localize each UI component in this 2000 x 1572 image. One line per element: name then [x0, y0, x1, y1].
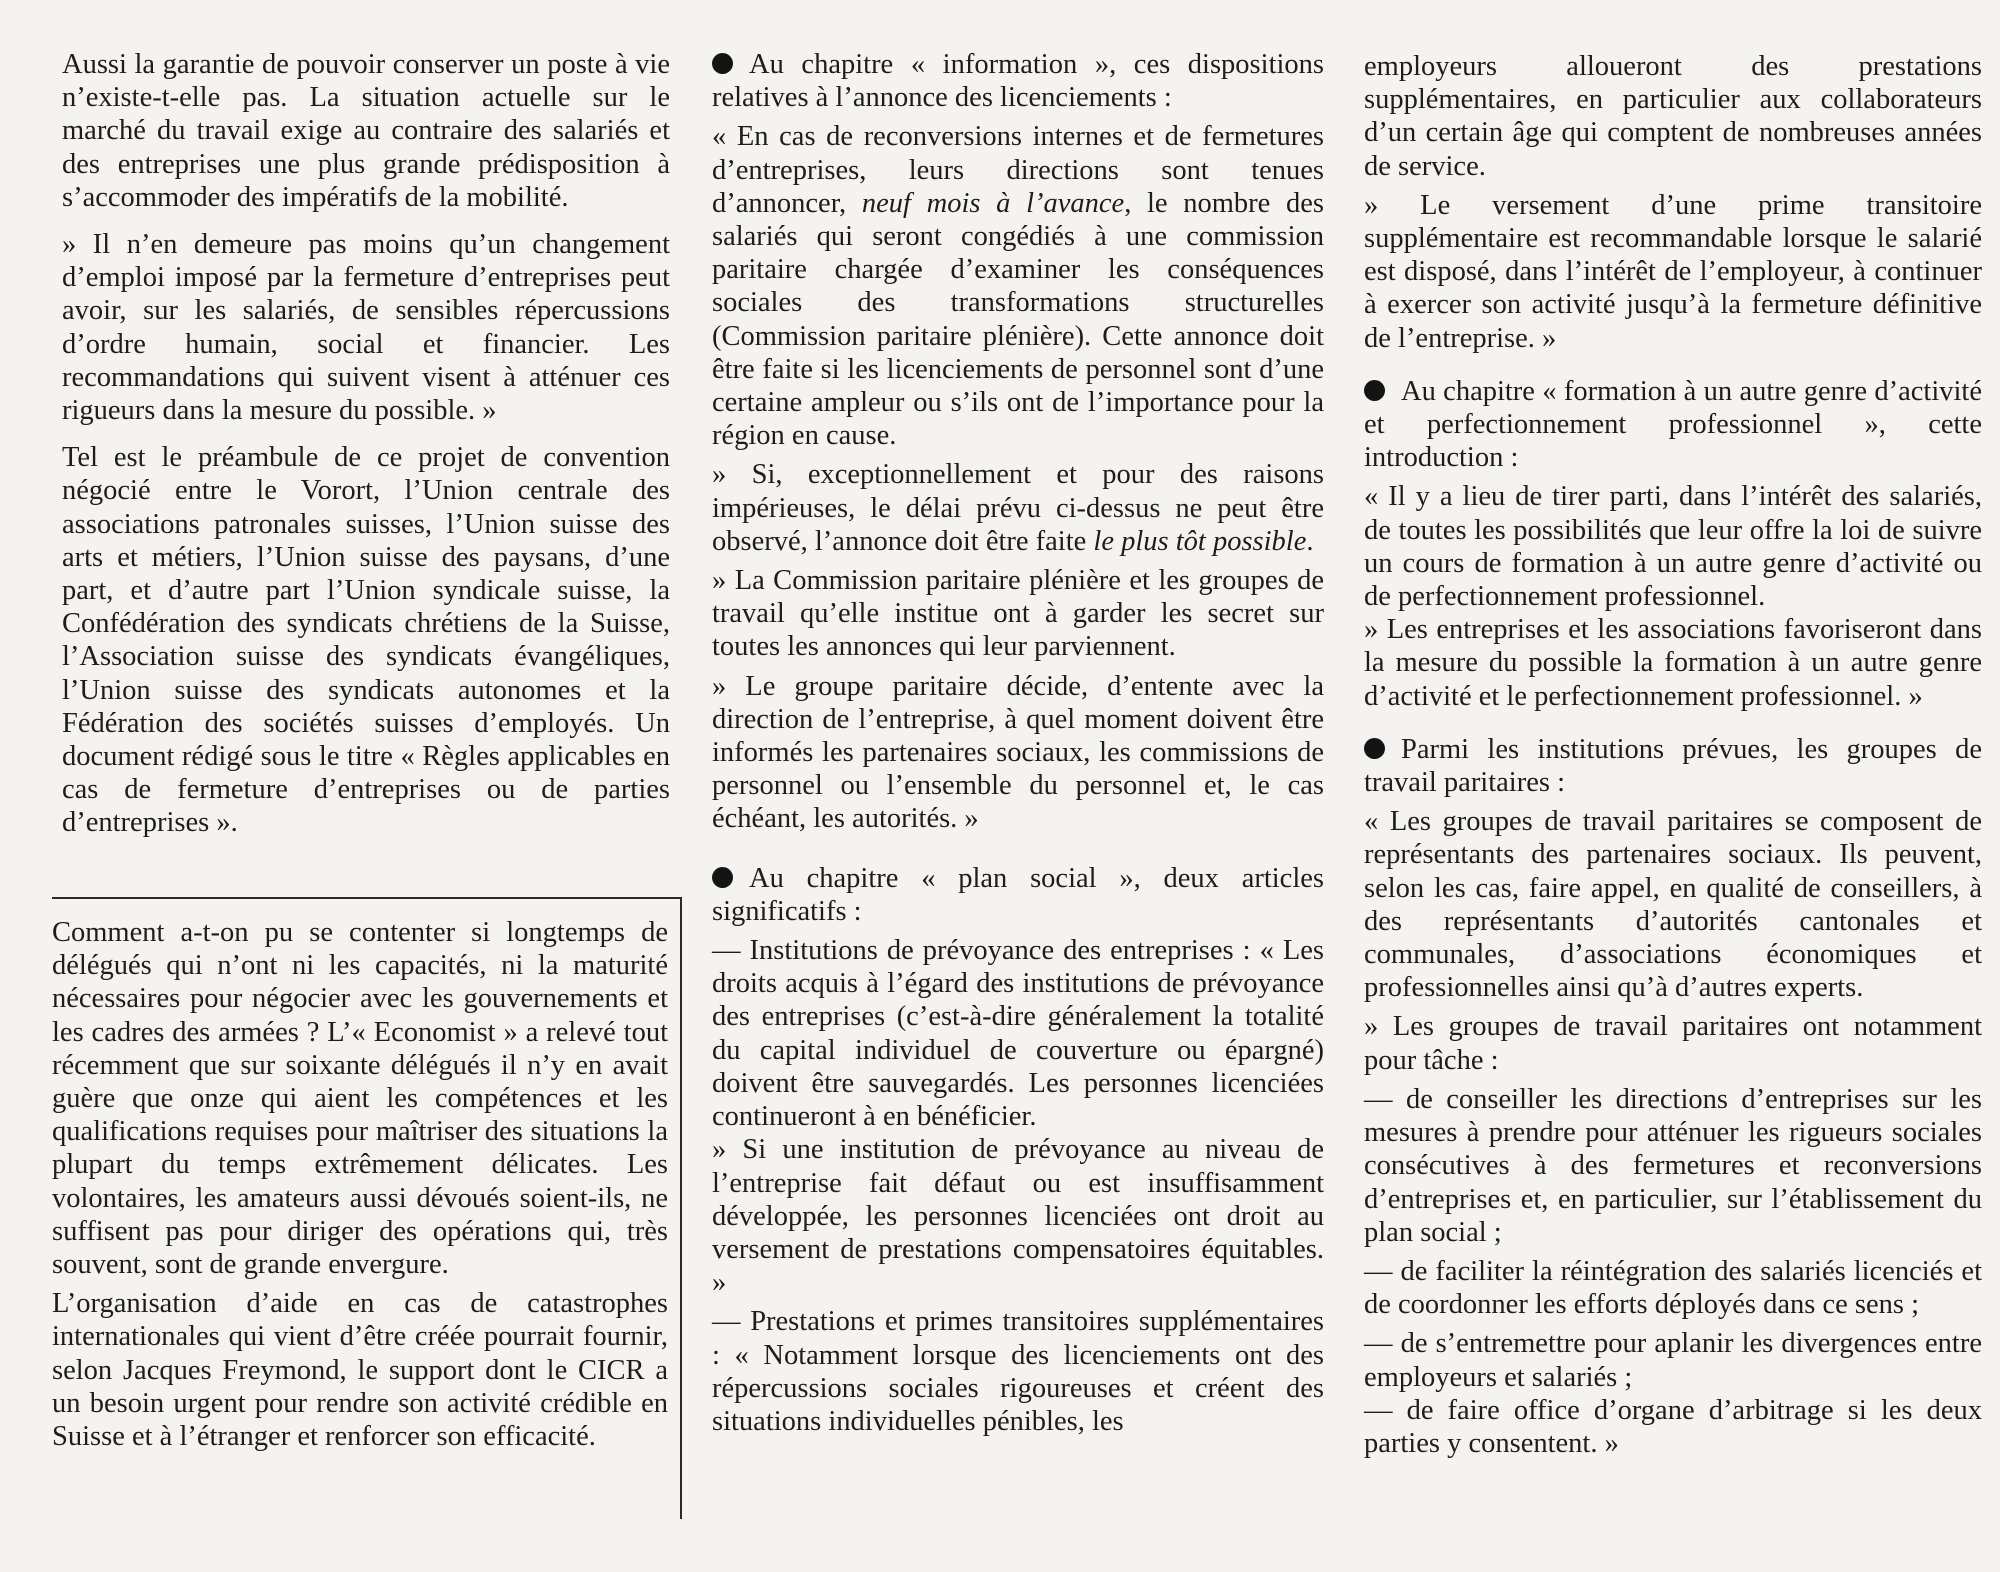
paragraph: — Prestations et primes transitoires supplémentaires : « Notamment lorsque des licenciements ont des répercussions sociales rigoureuses et créent des situations individuelles pénibles, les [712, 1306, 1324, 1437]
paragraph: — Institutions de prévoyance des entreprises : « Les droits acquis à l’égard des institutions de prévoyance des entreprises (c’est-à-dire généralement la totalité du capital individuel de couverture ou épargné) doivent être sauvegardés. Les personnes licenciées continueront à en bénéficier. [712, 935, 1324, 1133]
paragraph: — de s’entremettre pour aplanir les divergences entre employeurs et salariés ; [1364, 1328, 1982, 1393]
column-middle [712, 48, 1324, 1444]
paragraph: employeurs alloueront des prestations supplémentaires, en particulier aux collaborateurs d’un certain âge qui comptent de nombreuses années de service. [1364, 51, 1982, 182]
text-run: » Si, exceptionnellement et pour des raisons impérieuses, le délai prévu ci-dessus ne peut être observé, l’annonce doit être faite [712, 459, 1324, 557]
bullet-icon [712, 53, 733, 74]
text-run: , le nombre des salariés qui seront congédiés à une commission paritaire chargée d’examiner les conséquences sociales des transformations structurelles (Commission paritaire plénière). Cette annonce doit être faite si les licenciements de personnel sont d’une certaine ampleur ou s’ils ont de l’importance pour la région en cause. [712, 187, 1324, 452]
emphasis-text: neuf mois à l’avance [861, 187, 1125, 219]
paragraph: » La Commission paritaire plénière et les groupes de travail qu’elle institue ont à garder les secret sur toutes les annonces qui leur parviennent. [712, 565, 1324, 663]
paragraph: « Les groupes de travail paritaires se composent de représentants des partenaires sociaux. Ils peuvent, selon les cas, faire appel, en qualité de conseillers, à des représentants d’autorités cantonales et communales, d’associations économiques et professionnelles ainsi qu’à d’autres experts. [1364, 806, 1982, 1004]
paragraph: » Le groupe paritaire décide, d’entente avec la direction de l’entreprise, à quel moment doivent être informés les partenaires sociaux, les commissions de personnel ou l’ensemble du personnel et, le cas échéant, les autorités. » [712, 670, 1324, 835]
bullet-icon [1364, 738, 1385, 759]
paragraph: — de faciliter la réintégration des salariés licenciés et de coordonner les efforts déployés dans ce sens ; [1364, 1255, 1982, 1321]
boxed-article [52, 916, 668, 1459]
paragraph: » Si une institution de prévoyance au niveau de l’entreprise fait défaut ou est insuffisamment développée, les personnes licenciées ont droit au versement de prestations compensatoires équitables. » [712, 1134, 1324, 1299]
bullet-icon [1364, 380, 1385, 401]
paragraph [712, 458, 1324, 558]
column-left [62, 48, 670, 854]
bullet-heading-text: Au chapitre « formation à un autre genre d’activité et perfectionnement professionnel », cette introduction : [1364, 375, 1982, 474]
bullet-heading-text: Au chapitre « plan social », deux articles significatifs : [712, 862, 1324, 927]
bullet-heading-text: Au chapitre « information », ces dispositions relatives à l’annonce des licenciements : [712, 49, 1324, 114]
paragraph: « Il y a lieu de tirer parti, dans l’intérêt des salariés, de toutes les possibilités que leur offre la loi de suivre un cours de formation à un autre genre d’activité ou de perfectionnement professionnel. [1364, 481, 1982, 613]
paragraph: » Il n’en demeure pas moins qu’un changement d’emploi imposé par la fermeture d’entreprises peut avoir, sur les salariés, de sensibles répercussions d’ordre humain, social et financier. Les recommandations qui suivent visent à atténuer ces rigueurs dans la mesure du possible. » [62, 229, 670, 427]
emphasis-text: le plus tôt possible [1093, 525, 1307, 557]
text-run: . [1306, 525, 1314, 557]
column-right [1364, 50, 1982, 1466]
bullet-heading-text: Parmi les institutions prévues, les groupes de travail paritaires : [1364, 733, 1982, 799]
bullet-heading [712, 48, 1324, 114]
paragraph: Tel est le préambule de ce projet de convention négocié entre le Vorort, l’Union centrale des associations patronales suisses, l’Union suisse des arts et métiers, l’Union suisse des paysans, d’une part, et d’autre part l’Union syndicale suisse, la Confédération des syndicats chrétiens de la Suisse, l’Association suisse des syndicats évangéliques, l’Union suisse des syndicats autonomes et la Fédération des sociétés suisses d’employés. Un document rédigé sous le titre « Règles applicables en cas de fermeture d’entreprises ou de parties d’entreprises ». [62, 442, 670, 839]
paragraph [712, 120, 1324, 452]
paragraph: L’organisation d’aide en cas de catastrophes internationales qui vient d’être créée pourrait fournir, selon Jacques Freymond, le support dont le CICR a un besoin urgent pour rendre son activité crédible en Suisse et à l’étranger et renforcer son efficacité. [52, 1288, 668, 1453]
bullet-heading [1364, 733, 1982, 799]
paragraph: » Le versement d’une prime transitoire supplémentaire est recommandable lorsque le salarié est disposé, dans l’intérêt de l’employeur, à continuer à exercer son activité jusqu’à la fermeture définitive de l’entreprise. » [1364, 189, 1982, 354]
bullet-heading [1364, 375, 1982, 475]
paragraph: — de faire office d’organe d’arbitrage si les deux parties y consentent. » [1364, 1394, 1982, 1459]
paragraph: » Les groupes de travail paritaires ont notamment pour tâche : [1364, 1011, 1982, 1076]
paragraph: Aussi la garantie de pouvoir conserver un poste à vie n’existe-t-elle pas. La situation actuelle sur le marché du travail exige au contraire des salariés et des entreprises une plus grande prédisposition à s’accommoder des impératifs de la mobilité. [62, 49, 670, 213]
bullet-heading [712, 862, 1324, 928]
text-run: « En cas de reconversions internes et de fermetures d’entreprises, leurs directions sont tenues d’annoncer, [712, 121, 1324, 219]
paragraph: — de conseiller les directions d’entreprises sur les mesures à prendre pour atténuer les rigueurs sociales consécutives à des fermetures et reconversions d’entreprises et, en particulier, sur l’établissement du plan social ; [1364, 1083, 1982, 1248]
bullet-icon [712, 867, 733, 888]
paragraph: » Les entreprises et les associations favoriseront dans la mesure du possible la formation à un autre genre d’activité et le perfectionnement professionnel. » [1364, 614, 1982, 712]
paragraph: Comment a-t-on pu se contenter si longtemps de délégués qui n’ont ni les capacités, ni la maturité nécessaires pour négocier avec les gouvernements et les cadres des armées ? L’« Economist » a relevé tout récemment que sur soixante délégués il n’y en avait guère que onze qui aient les compétences et les qualifications requises pour maîtriser des situations la plupart du temps extrêmement délicates. Les volontaires, les amateurs aussi dévoués soient-ils, ne suffisent pas pour diriger des opérations qui, très souvent, sont de grande envergure. [52, 917, 668, 1281]
